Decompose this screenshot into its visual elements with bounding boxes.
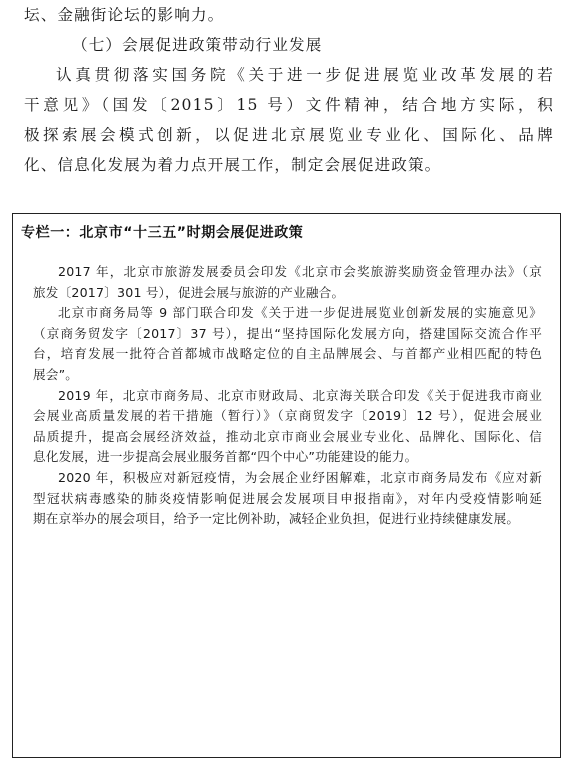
main-text [24,0,554,180]
policy-sidebar-box [12,213,561,758]
box-line: （京商务贸发字〔2017〕37 号），提出“坚持国际化发展方向，搭建国际交流合作平 [33,325,542,341]
box-line: 息化发展，进一步提高会展业服务首都“四个中心”功能建设的能力。 [33,449,418,465]
box-line: 会展业高质量发展的若干措施（暂行）》（京商贸发字〔2019〕12 号），促进会展业 [33,408,542,424]
paragraph-line: 极探索展会模式创新，以促进北京展览业专业化、国际化、品牌 [24,126,554,144]
box-line: 台，培育发展一批符合首都城市战略定位的自主品牌展会、与首都产业相匹配的特色 [33,346,542,362]
box-line: 2017 年，北京市旅游发展委员会印发《北京市会奖旅游奖励资金管理办法》（京 [58,264,542,279]
box-line: 2019 年，北京市商务局、北京市财政局、北京海关联合印发《关于促进我市商业 [58,387,542,403]
box-body [33,262,542,530]
paragraph-line: 认真贯彻落实国务院《关于进一步促进展览业改革发展的若 [56,66,554,84]
paragraph-line: 化、信息化发展为着力点开展工作，制定会展促进政策。 [24,156,442,174]
paragraph-line: 坛、金融街论坛的影响力。 [24,6,225,24]
box-line: 2020 年，积极应对新冠疫情，为会展企业纾困解难，北京市商务局发布《应对新 [58,469,542,485]
box-line: 品质提升，提高会展经济效益，推动北京市商业会展业专业化、品牌化、国际化、信 [33,428,542,444]
box-line: 旅发〔2017〕301 号），促进会展与旅游的产业融合。 [33,284,345,300]
section-heading: （七）会展促进政策带动行业发展 [72,36,323,54]
box-title: 专栏一：北京市“十三五”时期会展促进政策 [21,225,304,241]
box-line: 型冠状病毒感染的肺炎疫情影响促进展会发展项目申报指南》，对年内受疫情影响延 [33,490,542,506]
box-line: 展会”。 [33,366,79,382]
box-line: 北京市商务局等 9 部门联合印发《关于进一步促进展览业创新发展的实施意见》 [58,305,542,321]
paragraph-line: 干意见》（国发〔2015〕15 号）文件精神，结合地方实际，积 [24,96,554,114]
box-line: 期在京举办的展会项目，给予一定比例补助，减轻企业负担，促进行业持续健康发展。 [33,511,520,527]
